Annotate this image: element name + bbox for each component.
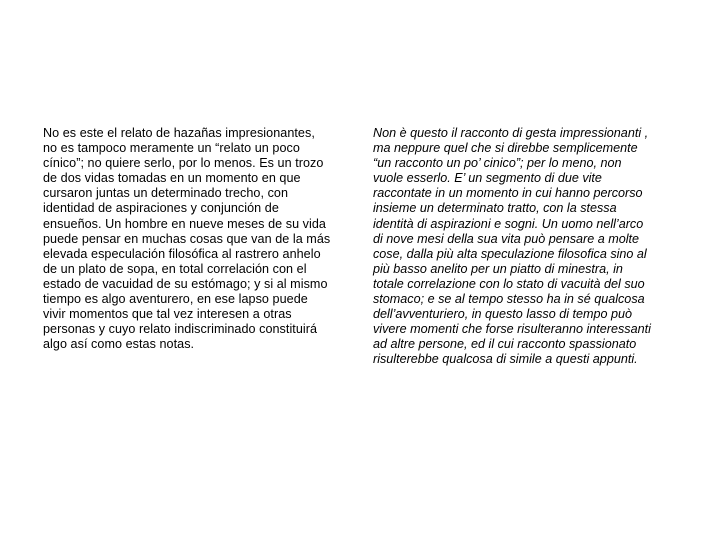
italian-text-column: Non è questo il racconto di gesta impressionanti , ma neppure quel che si direbbe semplicemente “un racconto un po’ cinico”; per lo meno, non vuole esserlo. E’ un segmento di due vite raccontate in un momento in cui hanno percorso insieme un determinato tratto, con la stessa identità di aspirazioni e sogni. Un uomo nell’arco di nove mesi della sua vita può pensare a molte cose, dalla più alta speculazione filosofica sino al più basso anelito per un piatto di minestra, in totale correlazione con lo stato di vacuità del suo stomaco; e se al tempo stesso ha in sé qualcosa dell’avventuriero, in questo lasso di tempo può vivere momenti che forse risulteranno interessanti ad altre persone, ed il cui racconto spassionato risulterebbe qualcosa di simile a questi appunti. [373, 126, 651, 367]
spanish-text-column: No es este el relato de hazañas impresionantes, no es tampoco meramente un “relato un poco cínico”; no quiere serlo, por lo menos. Es un trozo de dos vidas tomadas en un momento en que cursaron juntas un determinado trecho, con identidad de aspiraciones y conjunción de ensueños. Un hombre en nueve meses de su vida puede pensar en muchas cosas que van de la más elevada especulación filosófica al rastrero anhelo de un plato de sopa, en total correlación con el estado de vacuidad de su estómago; y si al mismo tiempo es algo aventurero, en ese lapso puede vivir momentos que tal vez interesen a otras personas y cuyo relato indiscriminado constituirá algo así como estas notas. [43, 126, 331, 352]
